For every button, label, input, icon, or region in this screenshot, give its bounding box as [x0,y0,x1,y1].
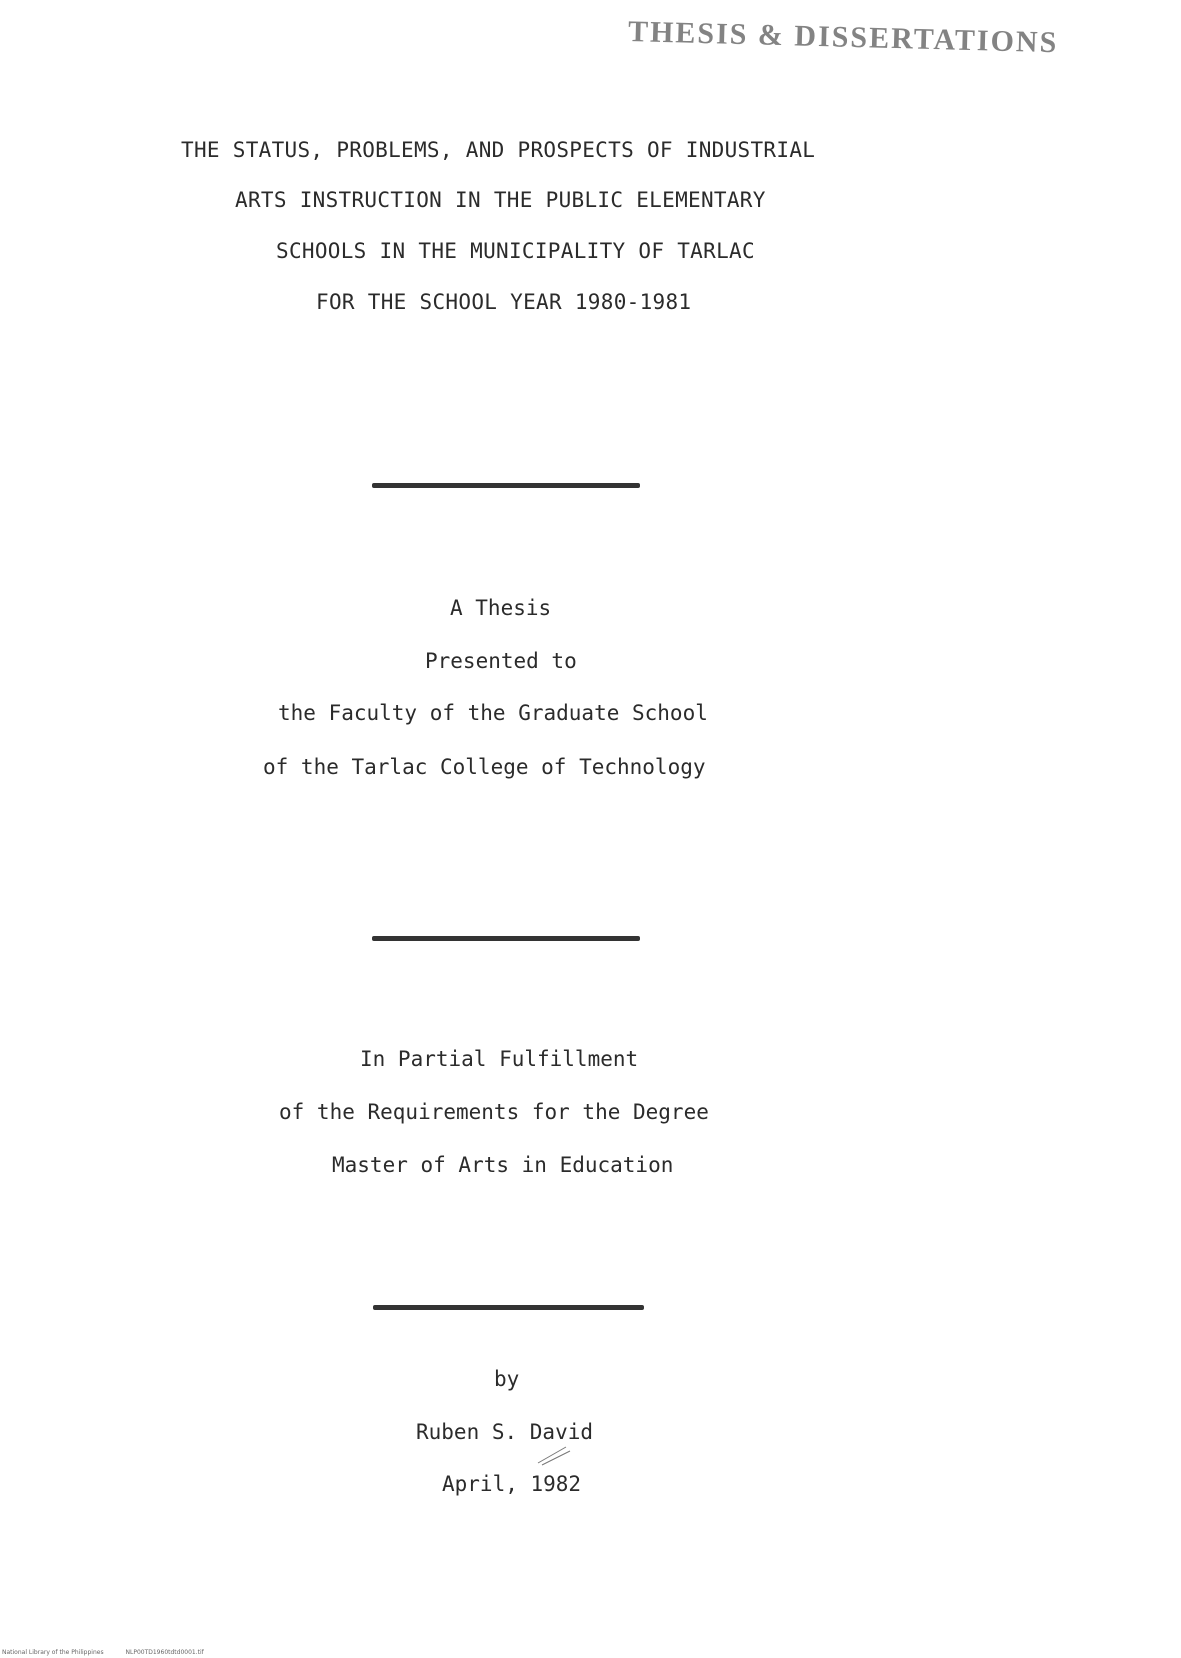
divider-rule-1 [372,483,640,488]
presentation-line-2: Presented to [425,649,577,673]
title-line-1: THE STATUS, PROBLEMS, AND PROSPECTS OF INDUSTRIAL [181,138,816,162]
presentation-line-1: A Thesis [450,596,552,620]
footer-file: NLP00TD1960tdtd0001.tif [125,1649,204,1656]
title-line-2: ARTS INSTRUCTION IN THE PUBLIC ELEMENTARY [235,188,766,212]
presentation-line-3: the Faculty of the Graduate School [278,701,708,725]
divider-rule-3 [373,1305,644,1310]
fulfillment-line-2: of the Requirements for the Degree [279,1100,709,1124]
by-label: by [494,1367,520,1391]
title-line-4: FOR THE SCHOOL YEAR 1980-1981 [316,290,692,314]
date: April, 1982 [442,1472,582,1496]
fulfillment-line-3: Master of Arts in Education [332,1153,674,1177]
divider-rule-2 [372,936,640,941]
signature-mark [536,1443,572,1467]
author-name: Ruben S. David [416,1420,594,1444]
thesis-stamp: THESIS & DISSERTATIONS [627,15,1059,60]
scan-footer [2,1649,224,1656]
presentation-line-4: of the Tarlac College of Technology [263,755,706,779]
fulfillment-line-1: In Partial Fulfillment [360,1047,639,1071]
footer-library: National Library of the Philippines [2,1649,104,1656]
title-line-3: SCHOOLS IN THE MUNICIPALITY OF TARLAC [276,239,755,263]
